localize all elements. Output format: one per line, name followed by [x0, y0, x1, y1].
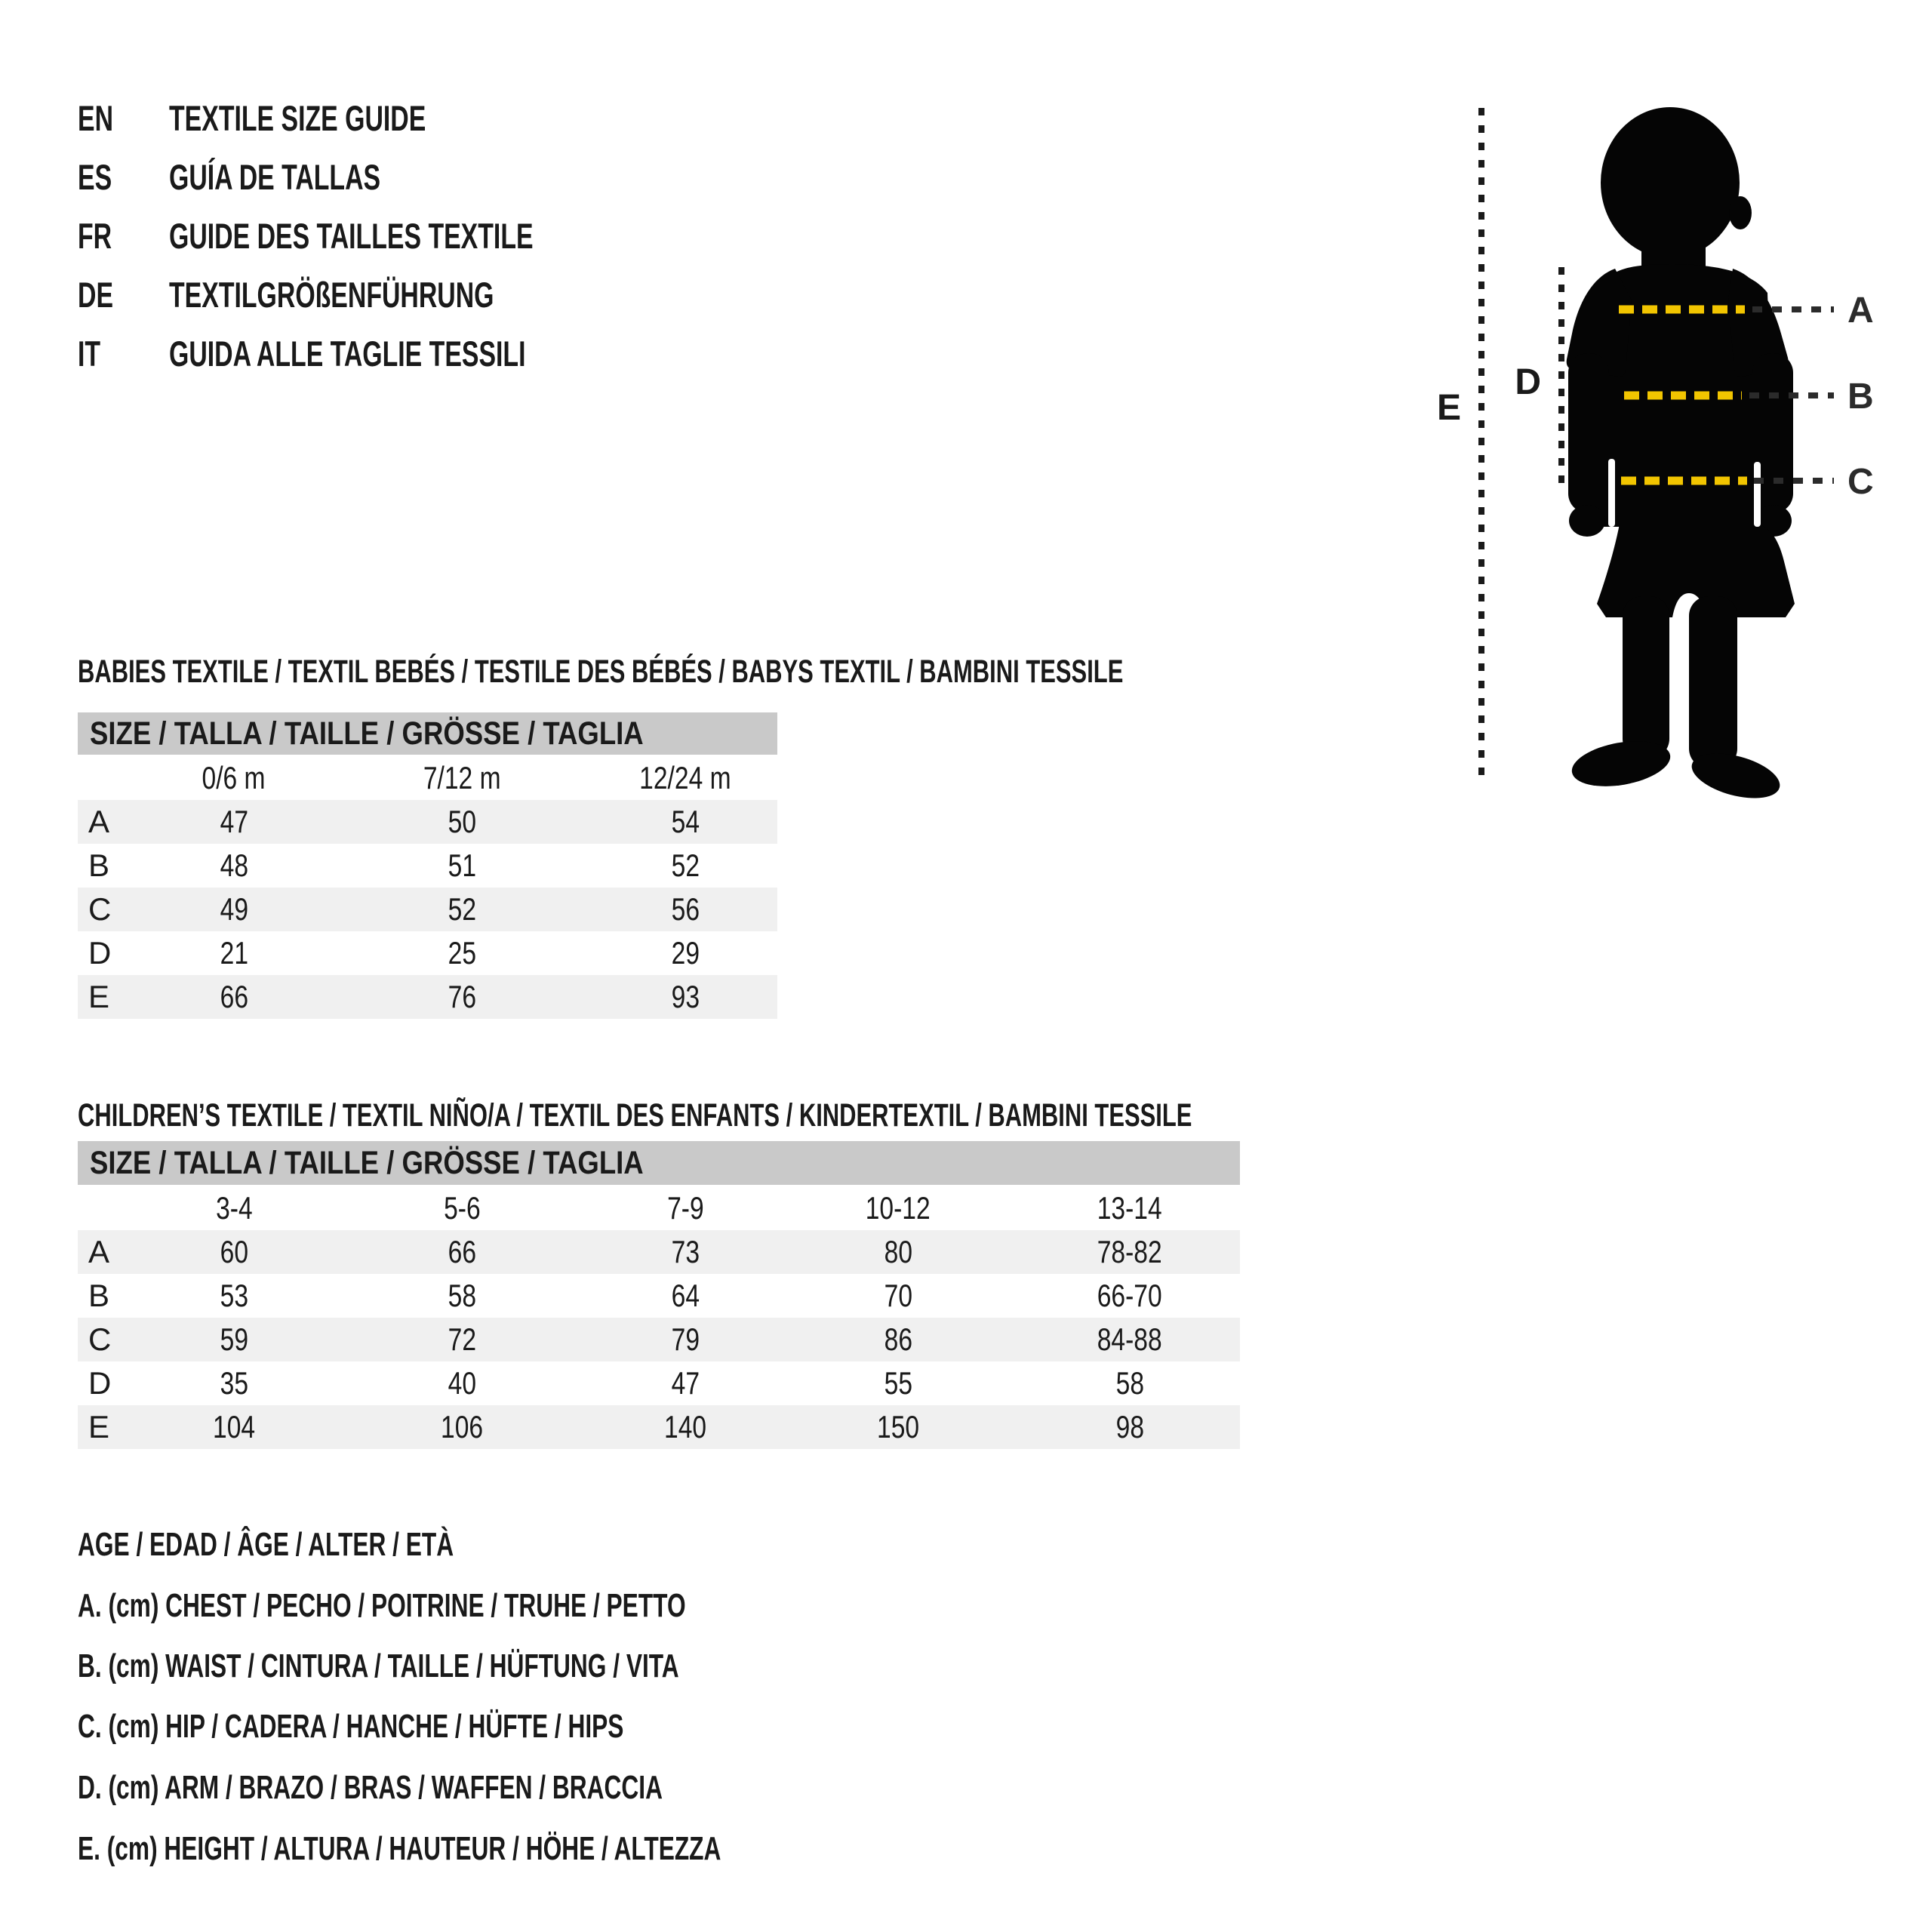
table-cell: 66 — [220, 979, 248, 1014]
table-row — [78, 844, 777, 888]
legend-age-line: AGE / EDAD / ÂGE / ALTER / ETÀ — [78, 1526, 454, 1563]
table-cell: 21 — [220, 935, 248, 971]
table-cell: 66 — [448, 1234, 476, 1269]
table-cell: 52 — [448, 891, 476, 927]
row-label: C — [88, 1321, 112, 1357]
language-row-es — [78, 148, 675, 207]
row-label: C — [88, 891, 112, 927]
legend-height-line: E. (cm) HEIGHT / ALTURA / HAUTEUR / HÖHE / ALTEZZA — [78, 1830, 721, 1867]
table-row — [78, 975, 777, 1019]
table-cell: 40 — [448, 1365, 476, 1401]
table-cell: 104 — [212, 1409, 256, 1444]
table-cell: 53 — [220, 1278, 248, 1313]
table-cell: 86 — [884, 1321, 912, 1357]
child-silhouette-icon — [1419, 68, 1932, 808]
row-label: A — [88, 804, 110, 839]
children-column-header-row — [78, 1188, 1240, 1229]
language-code: IT — [78, 334, 101, 374]
guide-title: TEXTILGRÖßENFÜHRUNG — [169, 275, 494, 315]
guide-title: TEXTILE SIZE GUIDE — [169, 98, 426, 138]
language-code: FR — [78, 216, 112, 256]
table-row — [78, 931, 777, 975]
row-label: A — [88, 1234, 110, 1269]
table-cell: 58 — [448, 1278, 476, 1313]
legend-waist-line: B. (cm) WAIST / CINTURA / TAILLE / HÜFTUNG / VITA — [78, 1647, 679, 1684]
table-cell: 49 — [220, 891, 248, 927]
table-cell: 84-88 — [1097, 1321, 1162, 1357]
table-row — [78, 1318, 1240, 1361]
table-cell: 55 — [884, 1365, 912, 1401]
table-cell: 35 — [220, 1365, 248, 1401]
row-label: D — [88, 935, 112, 971]
table-cell: 50 — [448, 804, 476, 839]
table-cell: 60 — [220, 1234, 248, 1269]
language-code: ES — [78, 157, 112, 197]
language-row-it — [78, 325, 675, 383]
babies-column-header: 0/6 m — [202, 760, 266, 795]
label-b: B — [1847, 377, 1874, 417]
label-e: E — [1436, 388, 1461, 428]
table-cell: 98 — [1115, 1409, 1144, 1444]
language-guide-block — [78, 89, 675, 383]
table-cell: 140 — [663, 1409, 707, 1444]
child-figure-shape — [1567, 107, 1795, 807]
language-code: DE — [78, 275, 114, 315]
babies-size-header-bar: SIZE / TALLA / TAILLE / GRÖSSE / TAGLIA — [78, 712, 777, 755]
language-row-en — [78, 89, 675, 148]
table-cell: 52 — [671, 848, 700, 883]
legend-chest-line: A. (cm) CHEST / PECHO / POITRINE / TRUHE / PETTO — [78, 1587, 686, 1624]
label-c: C — [1847, 462, 1874, 502]
table-cell: 66-70 — [1097, 1278, 1162, 1313]
guide-title: GUIDA ALLE TAGLIE TESSILI — [169, 334, 526, 374]
table-cell: 29 — [671, 935, 700, 971]
table-cell: 64 — [671, 1278, 700, 1313]
table-cell: 150 — [876, 1409, 920, 1444]
language-row-fr — [78, 207, 675, 266]
table-cell: 80 — [884, 1234, 912, 1269]
guide-title: GUIDE DES TAILLES TEXTILE — [169, 216, 534, 256]
table-cell: 47 — [220, 804, 248, 839]
table-cell: 47 — [671, 1365, 700, 1401]
legend-arm-line: D. (cm) ARM / BRAZO / BRAS / WAFFEN / BRACCIA — [78, 1769, 663, 1806]
table-cell: 25 — [448, 935, 476, 971]
table-row — [78, 1405, 1240, 1449]
table-row — [78, 888, 777, 931]
table-cell: 48 — [220, 848, 248, 883]
label-a: A — [1847, 291, 1874, 331]
guide-title: GUÍA DE TALLAS — [169, 157, 381, 197]
babies-column-header: 12/24 m — [639, 760, 731, 795]
table-cell: 56 — [671, 891, 700, 927]
table-row — [78, 1361, 1240, 1405]
table-cell: 76 — [448, 979, 476, 1014]
table-cell: 59 — [220, 1321, 248, 1357]
children-section-heading: CHILDREN’S TEXTILE / TEXTIL NIÑO/A / TEXTIL DES ENFANTS / KINDERTEXTIL / BAMBINI TESSILE — [78, 1097, 1192, 1134]
table-row — [78, 1274, 1240, 1318]
children-column-header: 3-4 — [215, 1190, 253, 1226]
table-cell: 73 — [671, 1234, 700, 1269]
table-cell: 79 — [671, 1321, 700, 1357]
babies-column-header: 7/12 m — [423, 760, 501, 795]
table-row — [78, 800, 777, 844]
language-code: EN — [78, 98, 114, 138]
table-cell: 70 — [884, 1278, 912, 1313]
table-cell: 54 — [671, 804, 700, 839]
table-cell: 106 — [440, 1409, 484, 1444]
children-column-header: 10-12 — [866, 1190, 931, 1226]
row-label: B — [88, 848, 110, 883]
table-row — [78, 1230, 1240, 1274]
row-label: E — [88, 1409, 110, 1444]
table-cell: 51 — [448, 848, 476, 883]
language-row-de — [78, 266, 675, 325]
children-size-header-bar: SIZE / TALLA / TAILLE / GRÖSSE / TAGLIA — [78, 1141, 1240, 1185]
children-column-header: 5-6 — [443, 1190, 481, 1226]
row-label: D — [88, 1365, 112, 1401]
row-label: E — [88, 979, 110, 1014]
row-label: B — [88, 1278, 110, 1313]
table-cell: 72 — [448, 1321, 476, 1357]
table-cell: 93 — [671, 979, 700, 1014]
legend-hip-line: C. (cm) HIP / CADERA / HANCHE / HÜFTE / HIPS — [78, 1708, 624, 1745]
children-column-header: 13-14 — [1097, 1190, 1162, 1226]
babies-column-header-row — [78, 758, 777, 798]
table-cell: 78-82 — [1097, 1234, 1162, 1269]
label-d: D — [1515, 362, 1541, 402]
children-column-header: 7-9 — [666, 1190, 704, 1226]
babies-section-heading: BABIES TEXTILE / TEXTIL BEBÉS / TESTILE DES BÉBÉS / BABYS TEXTIL / BAMBINI TESSILE — [78, 654, 1124, 690]
table-cell: 58 — [1115, 1365, 1144, 1401]
